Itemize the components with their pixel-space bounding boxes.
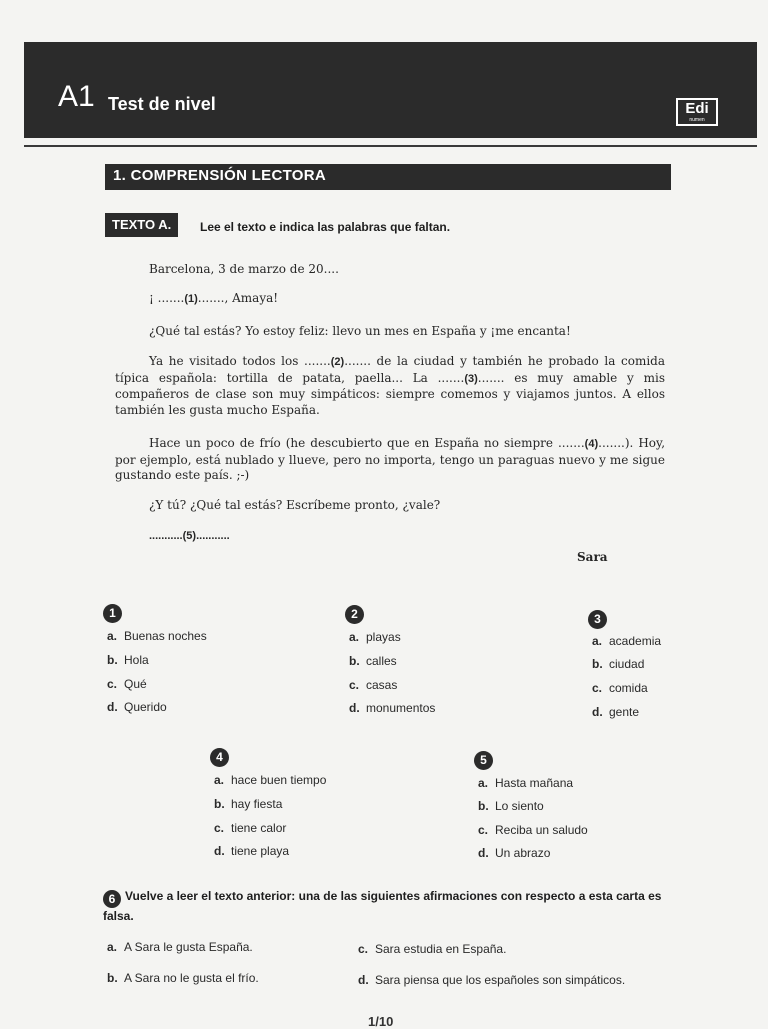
option-text: calles <box>366 654 397 668</box>
blank-4: (4) <box>584 438 599 450</box>
q6-option-d[interactable] <box>358 973 625 987</box>
question-number: 5 <box>474 751 493 770</box>
q6-option-b[interactable] <box>107 971 259 985</box>
option-letter: a. <box>349 630 360 644</box>
option-letter: d. <box>592 705 603 719</box>
option-d[interactable] <box>107 700 167 714</box>
option-c[interactable] <box>349 678 397 692</box>
header-band <box>24 42 757 138</box>
letter-signature: Sara <box>577 550 608 564</box>
option-letter: b. <box>349 654 360 668</box>
option-letter: c. <box>349 678 360 692</box>
option-text: Qué <box>124 677 147 691</box>
option-d[interactable] <box>349 701 435 715</box>
option-text: tiene playa <box>231 844 290 858</box>
option-letter: d. <box>478 846 489 860</box>
option-a[interactable] <box>592 634 661 648</box>
option-c[interactable] <box>214 821 286 835</box>
option-c[interactable] <box>107 677 147 691</box>
letter-date: Barcelona, 3 de marzo de 20.... <box>149 262 339 276</box>
q6-option-a[interactable] <box>107 940 253 954</box>
option-letter: b. <box>107 971 118 985</box>
option-text: gente <box>609 705 640 719</box>
p2-part-a: Ya he visitado todos los ....... <box>149 354 331 368</box>
p2-part-c: ....... es muy amable y mis compañeros de clase son muy simpáticos: siempre comemos y viajamos juntos. A ellos también les gusta mucho España. <box>115 370 665 417</box>
blank-5: (5) <box>182 530 197 542</box>
option-text: playas <box>366 630 401 644</box>
option-letter: b. <box>592 657 603 671</box>
question-5 <box>478 751 658 871</box>
option-letter: d. <box>107 700 118 714</box>
option-text: Sara estudia en España. <box>375 942 507 956</box>
option-a[interactable] <box>214 773 326 787</box>
header-rule <box>24 145 757 147</box>
question-1 <box>107 604 267 724</box>
option-text: Un abrazo <box>495 846 551 860</box>
option-d[interactable] <box>592 705 639 719</box>
publisher-logo <box>676 98 718 126</box>
blank-3: (3) <box>464 372 478 385</box>
letter-paragraph-1: ¿Qué tal estás? Yo estoy feliz: llevo un mes en España y ¡me encanta! <box>149 324 571 338</box>
option-text: tiene calor <box>231 821 287 835</box>
texto-badge: TEXTO A. <box>105 213 178 237</box>
p3-part-b: .......). Hoy, por ejemplo, está nublado y llueve, pero no importa, tengo un paraguas nuevo y me sigue gustando este país. ;-) <box>115 436 666 482</box>
question-6-text: Vuelve a leer el texto anterior: una de las siguientes afirmaciones con respecto a esta carta es falsa. <box>103 889 662 923</box>
question-6-prompt <box>103 888 673 924</box>
section-title: 1. COMPRENSIÓN LECTORA <box>113 167 327 184</box>
greeting-close: ......., Amaya! <box>197 291 279 305</box>
option-letter: d. <box>358 973 369 987</box>
question-number: 2 <box>345 605 364 624</box>
option-c[interactable] <box>478 823 588 837</box>
question-number: 1 <box>103 604 122 623</box>
q6-option-c[interactable] <box>358 942 506 956</box>
option-letter: a. <box>107 940 118 954</box>
letter-paragraph-3 <box>115 436 665 484</box>
question-4 <box>214 748 394 868</box>
option-letter: c. <box>358 942 369 956</box>
option-a[interactable] <box>107 629 207 643</box>
option-d[interactable] <box>478 846 550 860</box>
p2-part-b: ....... de la ciudad y también he probado la comida típica española: tortilla de patata, paella... La ....... <box>115 354 665 385</box>
option-text: Querido <box>124 700 167 714</box>
question-number: 4 <box>210 748 229 767</box>
page-number: 1/10 <box>368 1014 394 1029</box>
option-letter: b. <box>107 653 118 667</box>
logo-subtext: numen <box>689 117 705 123</box>
greeting-open: ¡ ....... <box>149 291 185 305</box>
option-b[interactable] <box>592 657 644 671</box>
option-text: monumentos <box>366 701 436 715</box>
option-text: hay fiesta <box>231 797 283 811</box>
option-c[interactable] <box>592 681 648 695</box>
option-b[interactable] <box>107 653 149 667</box>
option-text: Hola <box>124 653 149 667</box>
option-text: A Sara no le gusta el frío. <box>124 971 259 985</box>
option-d[interactable] <box>214 844 289 858</box>
blank-1: (1) <box>184 293 198 305</box>
blank-2: (2) <box>330 356 345 368</box>
section-bar <box>105 164 671 190</box>
option-text: hace buen tiempo <box>231 773 327 787</box>
option-text: Hasta mañana <box>495 776 574 790</box>
option-text: comida <box>609 681 648 695</box>
option-letter: c. <box>107 677 118 691</box>
question-3 <box>592 610 702 730</box>
option-letter: a. <box>107 629 118 643</box>
option-text: Sara piensa que los españoles son simpáticos. <box>375 973 626 987</box>
option-letter: d. <box>349 701 360 715</box>
option-letter: c. <box>478 823 489 837</box>
close-close: ........... <box>196 530 230 542</box>
option-text: Lo siento <box>495 799 544 813</box>
close-open: ........... <box>149 530 183 542</box>
question-number: 3 <box>588 610 607 629</box>
option-text: casas <box>366 678 398 692</box>
level-label: A1 <box>58 80 95 113</box>
option-letter: d. <box>214 844 225 858</box>
option-a[interactable] <box>349 630 401 644</box>
p3-part-a: Hace un poco de frío (he descubierto que en España no siempre ....... <box>149 436 585 450</box>
option-text: A Sara le gusta España. <box>124 940 253 954</box>
option-letter: c. <box>592 681 603 695</box>
letter-paragraph-2 <box>115 354 665 418</box>
option-text: Buenas noches <box>124 629 207 643</box>
question-number: 6 <box>103 890 121 908</box>
option-letter: b. <box>214 797 225 811</box>
option-b[interactable] <box>349 654 397 668</box>
option-text: Reciba un saludo <box>495 823 588 837</box>
option-letter: c. <box>214 821 225 835</box>
option-b[interactable] <box>214 797 282 811</box>
option-text: ciudad <box>609 657 645 671</box>
option-letter: a. <box>592 634 603 648</box>
letter-greeting <box>115 291 278 308</box>
option-a[interactable] <box>478 776 573 790</box>
option-letter: a. <box>214 773 225 787</box>
option-letter: b. <box>478 799 489 813</box>
option-letter: a. <box>478 776 489 790</box>
logo-text: Edi <box>685 100 709 117</box>
option-b[interactable] <box>478 799 544 813</box>
test-title: Test de nivel <box>108 94 216 114</box>
question-2 <box>349 605 509 725</box>
texto-instruction: Lee el texto e indica las palabras que faltan. <box>200 220 451 234</box>
letter-closing <box>115 528 230 545</box>
option-text: academia <box>609 634 662 648</box>
letter-paragraph-4: ¿Y tú? ¿Qué tal estás? Escríbeme pronto, ¿vale? <box>149 498 441 512</box>
